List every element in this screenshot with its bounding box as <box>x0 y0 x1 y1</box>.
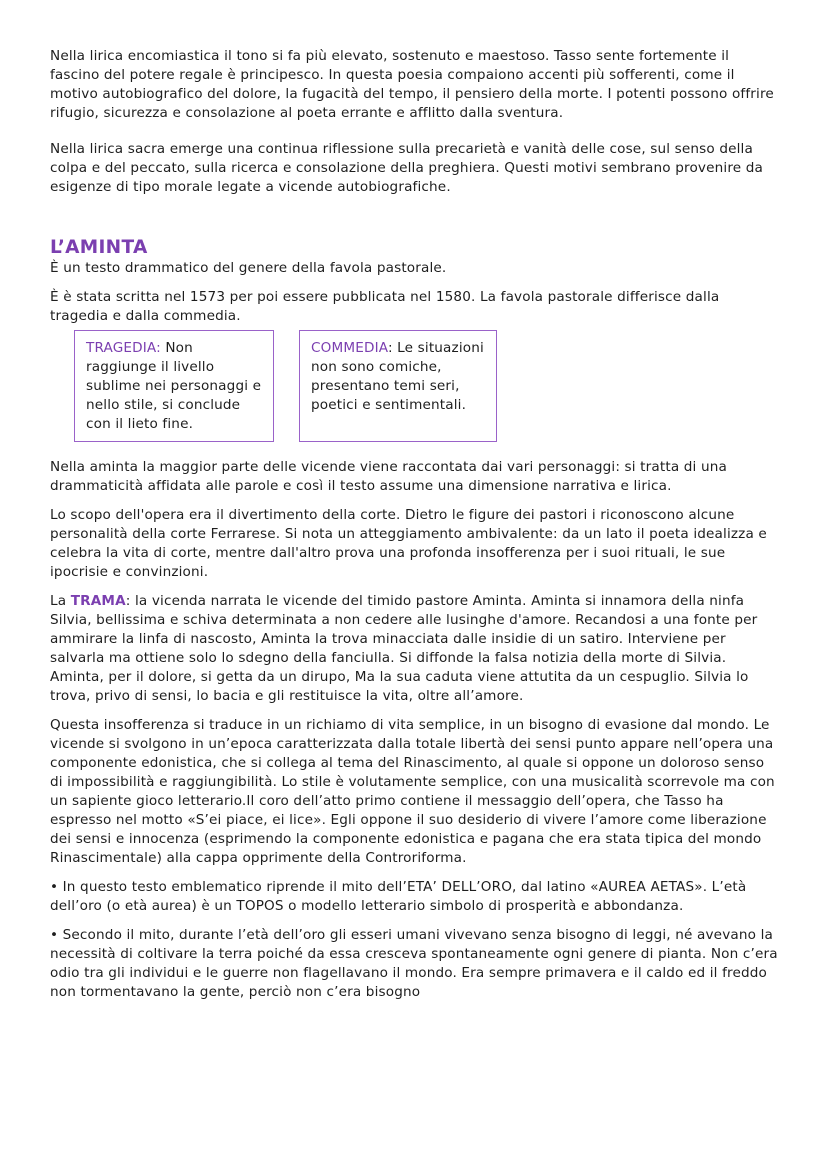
trama-prefix: La <box>50 593 71 609</box>
tragedia-label: TRAGEDIA: <box>86 340 161 356</box>
bullet-eta-oro: • In questo testo emblematico riprende il mito dell’ETA’ DELL’ORO, dal latino «AUREA AETAS». L’età dell’oro (o età aurea) è un TOPOS o modello letterario simbolo di prosperità e abbondanza. <box>50 879 747 914</box>
intro-paragraph-sacra: Nella lirica sacra emerge una continua riflessione sulla precarietà e vanità delle cose, sul senso della colpa e del peccato, sulla ricerca e consolazione della preghiera. Questi motivi sembrano provenire da esigenze di tipo morale legate a vicende autobiografiche. <box>50 141 764 195</box>
section-subtitle: È un testo drammatico del genere della favola pastorale. <box>50 260 447 276</box>
commedia-text: : Le situazioni non sono comiche, presentano temi seri, poetici e sentimentali. <box>311 340 484 413</box>
genre-comparison-boxes <box>50 330 778 458</box>
trama-paragraph <box>50 592 778 706</box>
bullet-mito: • Secondo il mito, durante l’età dell’oro gli esseri umani vivevano senza bisogno di leggi, né avevano la necessità di coltivare la terra poiché da essa cresceva spontaneamente ogni genere di pianta. Non c’era odio tra gli individui e le guerre non flagellavano il mondo. Era sempre primavera e il caldo ed il freddo non tormentavano la gente, perciò non c’era bisogno <box>50 927 778 1000</box>
trama-text: : la vicenda narrata le vicende del timido pastore Aminta. Aminta si innamora della ninfa Silvia, bellissima e schiva determinata a non cedere alle lusinghe d'amore. Recandosi a una fonte per ammirare la linfa di nascosto, Aminta la trova minacciata dalle insidie di un satiro. Interviene per salvarla ma ottiene solo lo sdegno della fanciulla. Si diffonde la falsa notizia della morte di Silvia. Aminta, per il dolore, si getta da un dirupo, Ma la sua caduta viene attutita da un cespuglio. Silvia lo trova, privo di sensi, lo bacia e gli restituisce la vita, oltre all’amore. <box>50 593 758 704</box>
commedia-label: COMMEDIA <box>311 340 388 356</box>
date-paragraph: È è stata scritta nel 1573 per poi essere pubblicata nel 1580. La favola pastorale differisce dalla tragedia e dalla commedia. <box>50 289 720 324</box>
insofferenza-paragraph: Questa insofferenza si traduce in un richiamo di vita semplice, in un bisogno di evasione dal mondo. Le vicende si svolgono in un’epoca caratterizzata dalla totale libertà dei sensi punto appare nell’opera una componente edonistica, che si collega al tema del Rinascimento, al quale si oppone un doloroso senso di impossibilità e raggiungibilità. Lo stile è volutamente semplice, con una musicalità scorrevole ma con un sapiente gioco letterario.Il coro dell’atto primo contiene il messaggio dell’opera, che Tasso ha espresso nel motto «S’ei piace, ei lice». Egli oppone il suo desiderio di vivere l’amore come liberazione dei sensi e innocenza (esprimendo la componente edonistica e pagana che era stata tipica del mondo Rinascimentale) alla cappa opprimente della Controriforma. <box>50 717 775 866</box>
tragedia-box <box>74 330 274 442</box>
tragedia-text: Non raggiunge il livello sublime nei personaggi e nello stile, si conclude con il lieto fine. <box>86 340 262 432</box>
intro-paragraph-encomiastica: Nella lirica encomiastica il tono si fa più elevato, sostenuto e maestoso. Tasso sente fortemente il fascino del potere regale è principesco. In questa poesia compaiono accenti più sofferenti, come il motivo autobiografico del dolore, la fugacità del tempo, il pensiero della morte. I potenti possono offrire rifugio, sicurezza e consolazione al poeta errante e afflitto dalla sventura. <box>50 48 774 121</box>
document-page <box>50 47 778 1002</box>
court-paragraph: Lo scopo dell'opera era il divertimento della corte. Dietro le figure dei pastori i riconoscono alcune personalità della corte Ferrarese. Si nota un atteggiamento ambivalente: da un lato il poeta idealizza e celebra la vita di corte, mentre dall'altro prova una profonda insofferenza per i suoi rituali, le sue ipocrisie e convinzioni. <box>50 507 767 580</box>
trama-keyword: TRAMA <box>70 593 126 609</box>
section-title-aminta: L’AMINTA <box>50 237 148 258</box>
narrative-paragraph: Nella aminta la maggior parte delle vicende viene raccontata dai vari personaggi: si tratta di una drammaticità affidata alle parole e così il testo assume una dimensione narrativa e lirica. <box>50 459 727 494</box>
commedia-box <box>299 330 497 442</box>
